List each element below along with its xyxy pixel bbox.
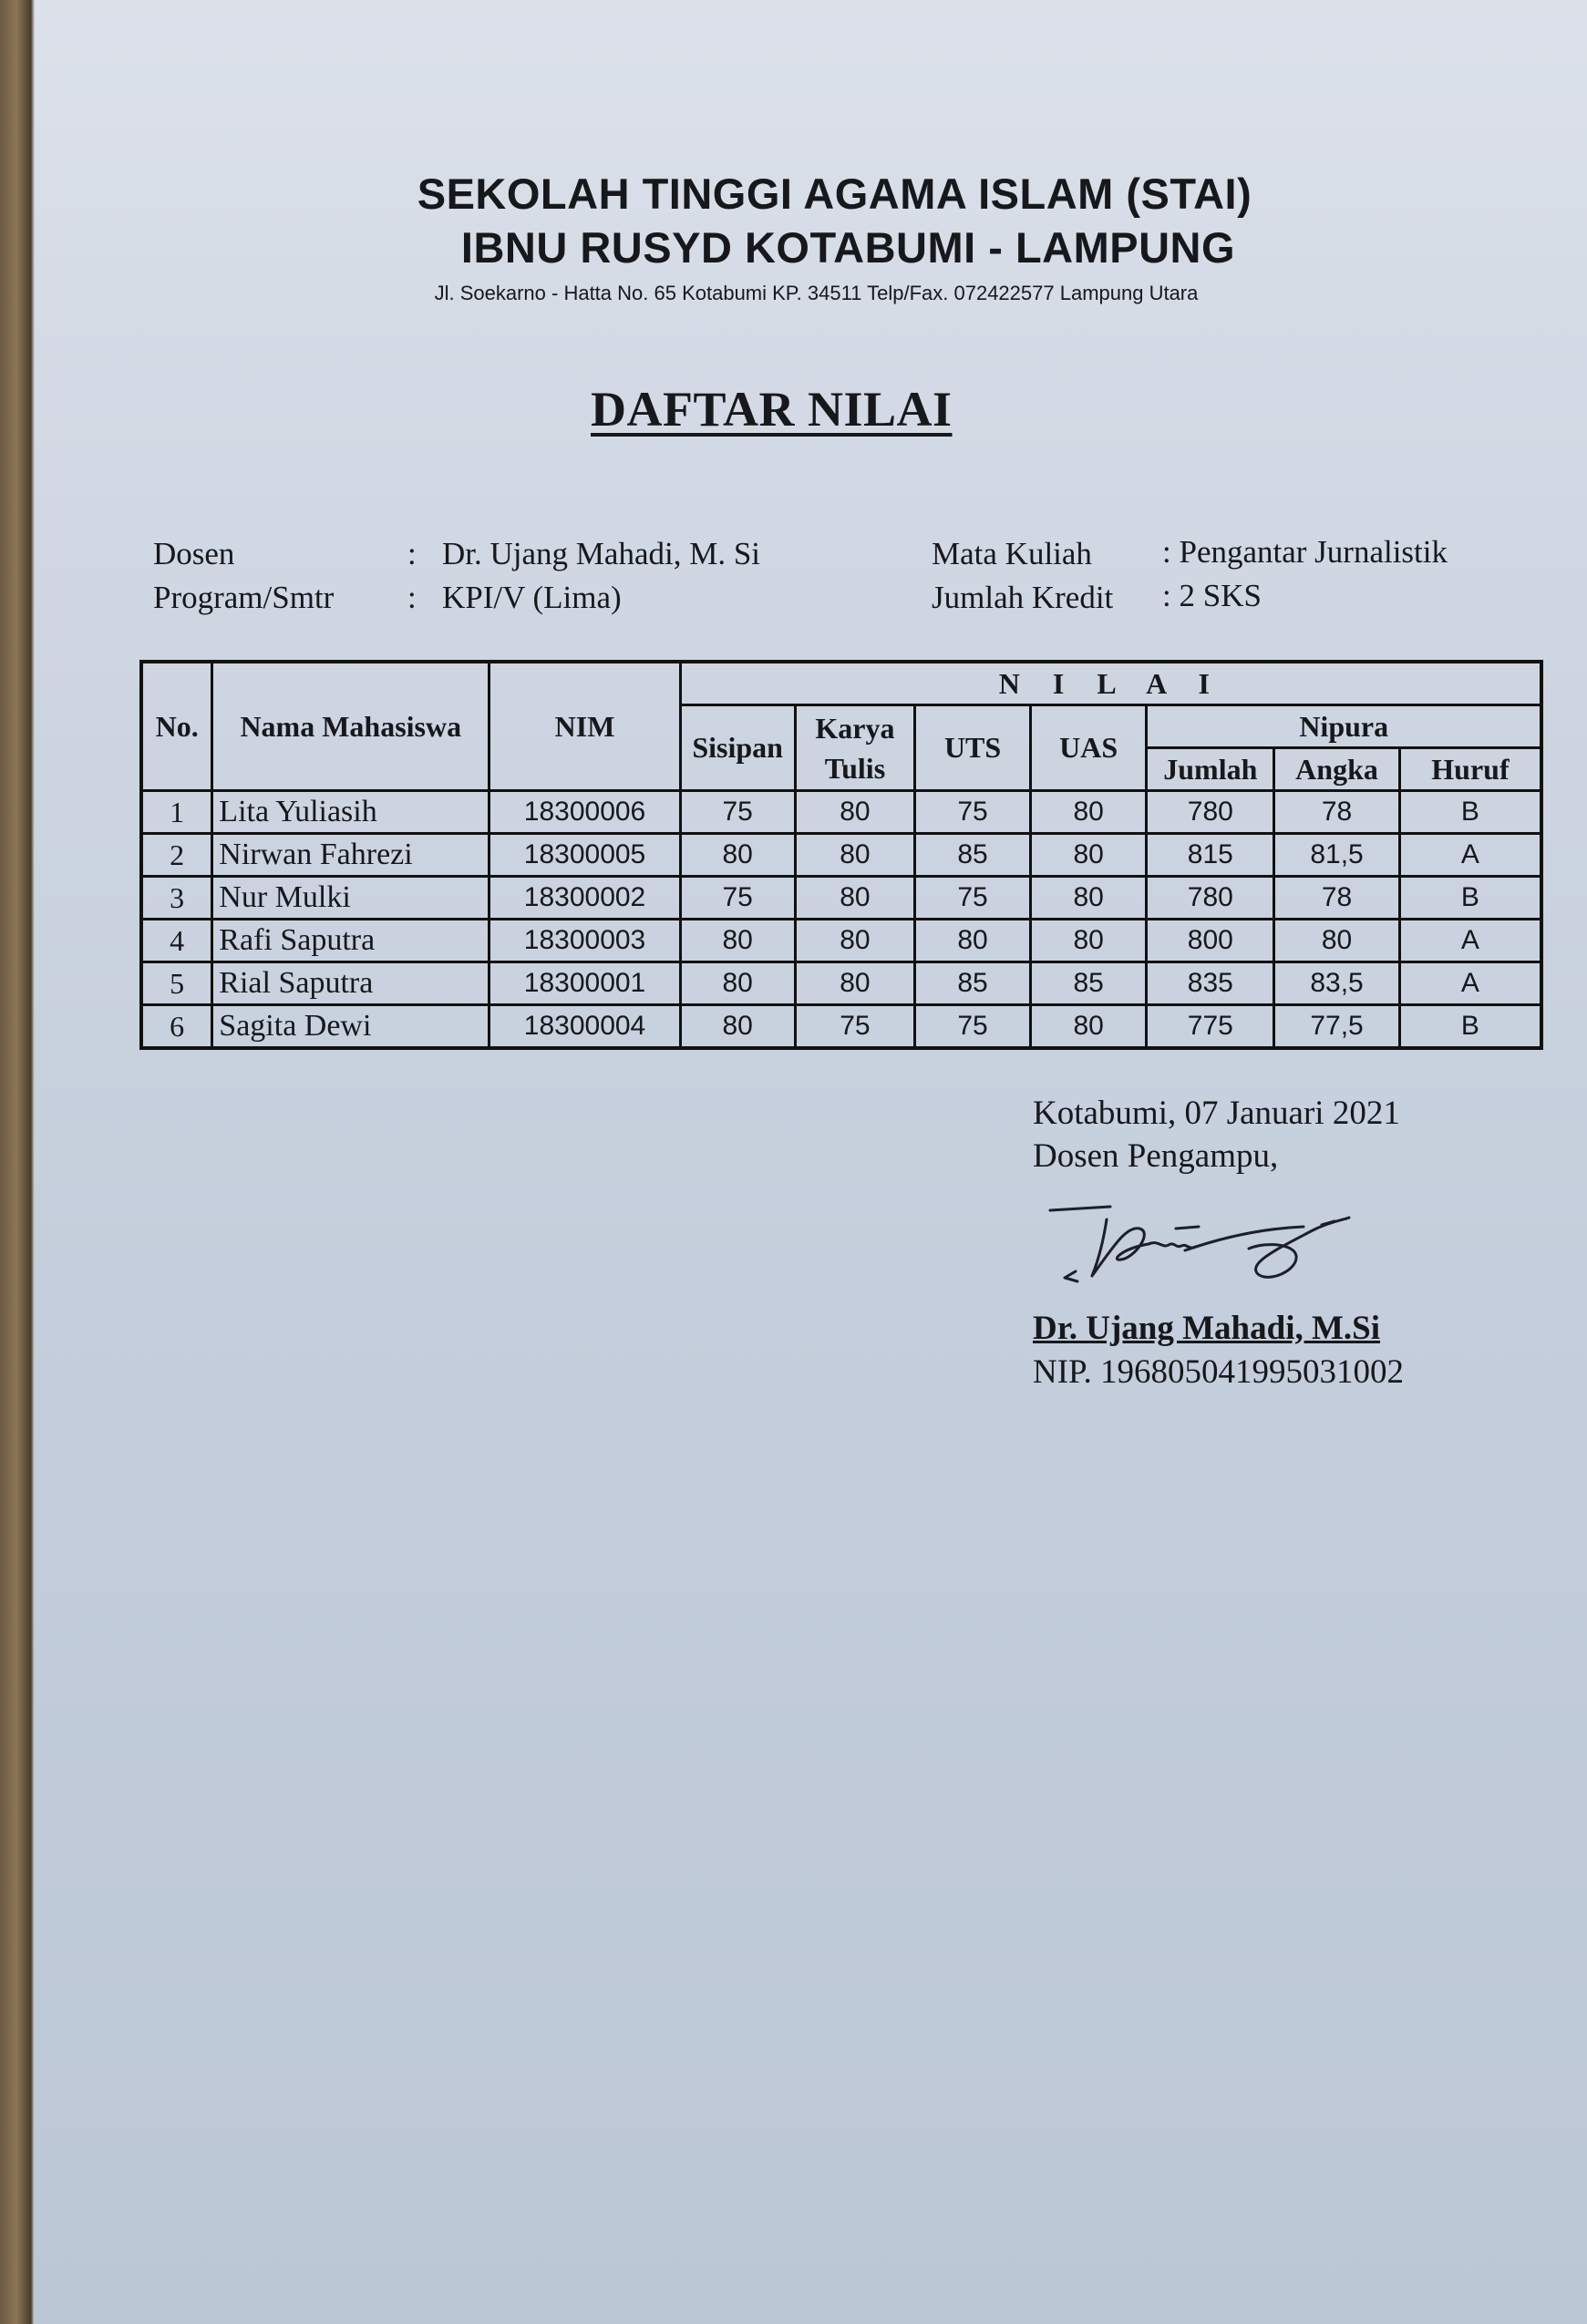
mata-kuliah-value: : Pengantar Jurnalistik [1162, 534, 1448, 570]
cell-no: 6 [141, 1005, 212, 1049]
letterhead [0, 169, 1587, 273]
cell-angka: 77,5 [1274, 1005, 1400, 1049]
cell-angka: 81,5 [1274, 834, 1400, 877]
header-nim: NIM [489, 662, 680, 791]
cell-sisipan: 75 [680, 791, 795, 834]
table-row [141, 877, 1541, 920]
table-row [141, 791, 1541, 834]
cell-no: 5 [141, 962, 212, 1005]
dosen-value: Dr. Ujang Mahadi, M. Si [442, 536, 761, 571]
header-sisipan: Sisipan [680, 705, 795, 791]
header-huruf: Huruf [1399, 748, 1541, 791]
document-title: DAFTAR NILAI [591, 382, 953, 437]
cell-sisipan: 80 [680, 920, 795, 962]
signature-place-date: Kotabumi, 07 Januari 2021 [1033, 1095, 1400, 1132]
header-uts: UTS [915, 705, 1031, 791]
cell-uas: 80 [1030, 877, 1147, 920]
grades-table [139, 660, 1543, 1050]
cell-sisipan: 80 [680, 834, 795, 877]
cell-sisipan: 75 [680, 877, 795, 920]
program-separator: : [407, 580, 417, 615]
signature-role: Dosen Pengampu, [1033, 1137, 1279, 1175]
cell-karya: 80 [795, 834, 915, 877]
table-row [141, 962, 1541, 1005]
cell-uts: 75 [915, 877, 1031, 920]
cell-uas: 85 [1030, 962, 1147, 1005]
cell-no: 3 [141, 877, 212, 920]
cell-uts: 85 [915, 834, 1031, 877]
cell-no: 2 [141, 834, 212, 877]
cell-uas: 80 [1030, 834, 1147, 877]
cell-karya: 80 [795, 877, 915, 920]
cell-huruf: B [1399, 791, 1541, 834]
cell-nim: 18300003 [489, 920, 680, 962]
header-karya-tulis [795, 705, 915, 791]
cell-angka: 80 [1274, 920, 1400, 962]
table-row [141, 834, 1541, 877]
signer-name: Dr. Ujang Mahadi, M.Si [1033, 1310, 1381, 1347]
header-karya: Karya [815, 711, 895, 745]
cell-karya: 75 [795, 1005, 915, 1049]
program-value: KPI/V (Lima) [442, 580, 622, 615]
cell-uas: 80 [1030, 1005, 1147, 1049]
institution-name-line1: SEKOLAH TINGGI AGAMA ISLAM (STAI) [417, 170, 1252, 218]
cell-nim: 18300006 [489, 791, 680, 834]
cell-angka: 78 [1274, 791, 1400, 834]
cell-nama: Lita Yuliasih [212, 791, 489, 834]
institution-name-line2: IBNU RUSYD KOTABUMI - LAMPUNG [460, 223, 1236, 272]
cell-nim: 18300005 [489, 834, 680, 877]
cell-no: 4 [141, 920, 212, 962]
cell-jumlah: 800 [1147, 920, 1274, 962]
cell-nama: Rial Saputra [212, 962, 489, 1005]
mata-kuliah-label: Mata Kuliah [932, 536, 1092, 571]
cell-nama: Rafi Saputra [212, 920, 489, 962]
cell-huruf: A [1399, 920, 1541, 962]
cell-jumlah: 775 [1147, 1005, 1274, 1049]
cell-nim: 18300001 [489, 962, 680, 1005]
program-label: Program/Smtr [153, 580, 335, 615]
cell-uas: 80 [1030, 920, 1147, 962]
cell-jumlah: 780 [1147, 877, 1274, 920]
handwritten-signature [1039, 1194, 1367, 1312]
cell-uas: 80 [1030, 791, 1147, 834]
header-tulis: Tulis [824, 751, 886, 785]
cell-no: 1 [141, 791, 212, 834]
cell-uts: 75 [915, 1005, 1031, 1049]
institution-address: Jl. Soekarno - Hatta No. 65 Kotabumi KP. 34511 Telp/Fax. 072422577 Lampung Utara [434, 282, 1199, 304]
jumlah-kredit-label: Jumlah Kredit [932, 580, 1114, 615]
cell-angka: 78 [1274, 877, 1400, 920]
cell-sisipan: 80 [680, 1005, 795, 1049]
header-nipura: Nipura [1147, 705, 1541, 748]
cell-karya: 80 [795, 962, 915, 1005]
table-row [141, 920, 1541, 962]
cell-huruf: A [1399, 962, 1541, 1005]
cell-angka: 83,5 [1274, 962, 1400, 1005]
cell-nama: Nirwan Fahrezi [212, 834, 489, 877]
header-uas: UAS [1030, 705, 1147, 791]
cell-jumlah: 780 [1147, 791, 1274, 834]
cell-karya: 80 [795, 791, 915, 834]
cell-huruf: A [1399, 834, 1541, 877]
cell-nama: Nur Mulki [212, 877, 489, 920]
cell-sisipan: 80 [680, 962, 795, 1005]
header-nama: Nama Mahasiswa [212, 662, 489, 791]
header-jumlah: Jumlah [1147, 748, 1274, 791]
cell-jumlah: 835 [1147, 962, 1274, 1005]
cell-nama: Sagita Dewi [212, 1005, 489, 1049]
cell-uts: 85 [915, 962, 1031, 1005]
cell-nim: 18300004 [489, 1005, 680, 1049]
cell-karya: 80 [795, 920, 915, 962]
cell-uts: 80 [915, 920, 1031, 962]
table-row [141, 1005, 1541, 1049]
cell-jumlah: 815 [1147, 834, 1274, 877]
dosen-separator: : [407, 536, 417, 571]
cell-huruf: B [1399, 1005, 1541, 1049]
signer-nip: NIP. 196805041995031002 [1033, 1353, 1405, 1391]
header-angka: Angka [1274, 748, 1400, 791]
header-nilai: N I L A I [680, 662, 1541, 705]
cell-uts: 75 [915, 791, 1031, 834]
cell-huruf: B [1399, 877, 1541, 920]
header-no: No. [141, 662, 212, 791]
dosen-label: Dosen [153, 536, 235, 571]
cell-nim: 18300002 [489, 877, 680, 920]
document-page [35, 0, 1587, 2324]
jumlah-kredit-value: : 2 SKS [1162, 578, 1262, 613]
